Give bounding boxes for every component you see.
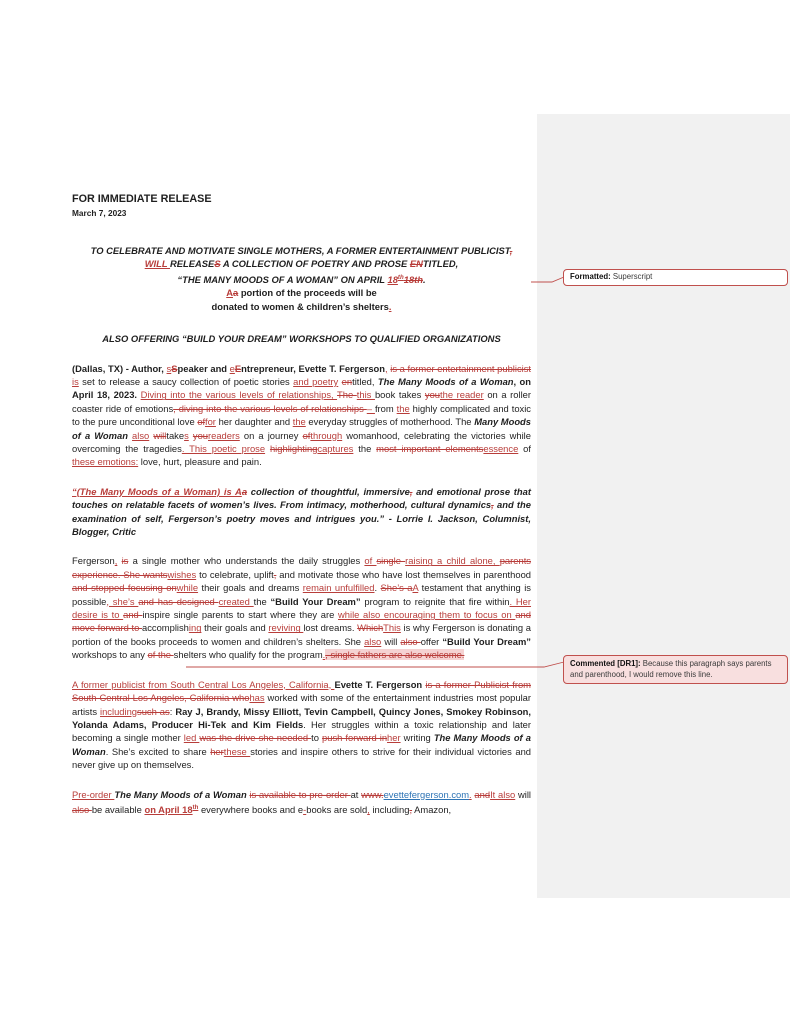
text-segment: of	[364, 555, 377, 567]
text-segment: program to reignite that fire within	[360, 595, 510, 607]
text-segment: ,	[409, 485, 413, 497]
text-segment: FOR IMMEDIATE RELEASE	[72, 193, 212, 205]
text-segment: a single mother who understands the daily struggles	[128, 555, 365, 567]
text-segment: is	[121, 555, 129, 567]
text-segment: set to release a saucy collection of poetic stories	[78, 375, 294, 387]
text-segment: push forward in	[322, 732, 388, 744]
text-segment: “THE MANY MOODS OF A WOMAN” ON APRIL	[177, 273, 388, 285]
text-segment: Amazon,	[412, 804, 452, 816]
text-segment: -	[303, 804, 307, 816]
text-segment: ,	[385, 362, 388, 374]
text-segment: is	[72, 375, 79, 387]
paragraph-4	[72, 788, 531, 817]
text-segment: The Many Moods of a Woman	[72, 732, 531, 757]
formatted-label: Formatted:	[570, 272, 611, 281]
text-segment: s	[184, 429, 189, 441]
text-segment: this	[356, 389, 375, 401]
text-segment: A former publicist from South Central Los Angeles, California,	[72, 678, 335, 690]
text-segment: stories and inspire others to strive for their individual victories and never give up on themselves.	[72, 745, 531, 771]
paragraph-3	[72, 678, 531, 772]
text-segment: and poetry	[293, 375, 339, 387]
text-segment: Evette T. Fergerson	[334, 678, 426, 690]
comment-label: Commented [DR1]:	[570, 659, 641, 668]
document-content	[72, 192, 531, 816]
text-segment: essence	[483, 443, 519, 454]
text-segment: take	[166, 429, 185, 441]
text-segment: .	[388, 300, 392, 312]
text-segment: is a former Publicist from South Central Los Angeles, California who	[72, 678, 531, 704]
text-segment: will	[381, 635, 401, 647]
text-segment: The Many Moods of a Woman	[114, 788, 250, 800]
text-segment: S	[171, 362, 178, 374]
text-segment: the reader	[440, 389, 484, 401]
text-segment: WILL	[144, 258, 171, 270]
text-segment: TO CELEBRATE AND MOTIVATE SINGLE MOTHERS, A FORMER ENTERTAINMENT PUBLICIST	[90, 245, 510, 256]
text-segment: including	[100, 705, 138, 717]
text-segment: was the drive she needed	[199, 732, 312, 744]
text-segment: has	[249, 692, 265, 704]
text-segment: through	[310, 429, 343, 441]
hyperlink[interactable]: evettefergerson.com	[383, 788, 470, 800]
text-segment: raising a child alone,	[405, 555, 500, 567]
text-segment: She’s a	[380, 582, 413, 594]
text-segment: th	[192, 803, 199, 811]
text-segment: her daughter and	[215, 416, 293, 428]
text-segment: also	[400, 635, 421, 647]
text-segment: . This poetic prose	[181, 443, 266, 454]
text-segment: wishes	[167, 568, 197, 580]
text-segment: th	[397, 273, 404, 281]
text-segment: reviving	[268, 622, 304, 634]
text-segment: –	[366, 402, 375, 414]
text-segment: “(The Many Moods of a Woman) is A	[72, 485, 242, 497]
text-segment: testament that anything is possible	[72, 582, 531, 607]
text-segment: for	[204, 416, 216, 428]
text-segment: accomplish	[142, 622, 189, 634]
text-segment: will	[153, 429, 167, 441]
text-segment: a	[241, 485, 248, 497]
text-segment: these	[223, 745, 251, 757]
formatted-change-box[interactable]	[563, 269, 788, 286]
text-segment: everyday struggles of motherhood. The	[305, 416, 475, 428]
text-segment: and move forward to	[72, 609, 531, 634]
headline-line-5	[72, 300, 531, 313]
text-segment: ,	[273, 568, 277, 580]
text-segment: workshops to any	[72, 649, 148, 661]
text-segment: and the examination of self, Fergerson’s poetry moves and intrigues you.” - Lorrie I. Jackson, Columnist, Blogger, Critic	[72, 499, 531, 538]
text-segment: her	[210, 745, 224, 757]
text-segment: womanhood, celebrating the victories while overcoming the tragedies	[72, 429, 531, 454]
text-segment: and	[474, 788, 491, 800]
text-segment: most important elements	[376, 443, 484, 454]
text-segment: donated to women & children’s shelters	[211, 300, 389, 312]
text-segment: . Her desire is to	[72, 595, 532, 621]
text-segment: on a roller coaster ride of emotions	[72, 389, 531, 414]
text-segment: “Build Your Dream”	[442, 635, 531, 647]
text-segment: ,	[509, 245, 513, 256]
text-segment: Fergerson	[72, 555, 115, 567]
text-segment: love, hurt, pleasure and pain.	[138, 456, 262, 468]
headline-line-1	[72, 244, 531, 257]
text-segment: single	[376, 555, 406, 567]
text-segment: E	[234, 362, 242, 374]
text-segment: .	[469, 788, 472, 800]
text-segment: be available	[91, 804, 145, 816]
text-segment: A COLLECTION OF POETRY AND PROSE	[220, 258, 410, 270]
text-segment: March 7, 2023	[72, 208, 127, 218]
text-segment: , diving into the various levels of relationships	[173, 402, 367, 414]
text-segment: inspire single parents to start where they are	[142, 609, 339, 621]
text-segment: book takes	[374, 389, 425, 401]
text-segment: . Her struggles within a toxic relationship and later becoming a single mother	[72, 718, 532, 744]
text-segment: e	[229, 362, 235, 374]
text-segment: www.	[361, 788, 384, 800]
text-segment: S	[214, 258, 221, 270]
text-segment: The Many Moods of a Woman	[377, 375, 514, 387]
text-segment: .	[374, 582, 381, 594]
text-segment: these emotions:	[72, 456, 139, 468]
text-segment: . She’s excited to share	[105, 745, 211, 757]
text-segment: the	[396, 402, 410, 414]
text-segment: also	[364, 635, 382, 647]
text-segment: ,	[367, 804, 370, 816]
text-segment: of the	[147, 649, 174, 661]
text-segment: of	[197, 416, 205, 428]
text-segment: Pre-order	[72, 788, 115, 800]
quote-paragraph	[72, 485, 531, 539]
paragraph-2	[72, 554, 531, 661]
text-segment: the	[292, 416, 306, 428]
text-segment: ,	[491, 499, 494, 511]
text-segment: to celebrate, uplift	[196, 568, 274, 580]
text-segment: the	[353, 443, 377, 454]
text-segment: parents experience. She wants	[72, 555, 531, 580]
text-segment: led	[183, 732, 200, 744]
text-segment: TITLED,	[422, 258, 459, 270]
text-segment: readers	[208, 429, 240, 441]
text-segment: you	[192, 429, 208, 441]
text-segment: , on April 18, 2023.	[72, 375, 531, 401]
text-segment: , single fathers are also welcome.	[325, 649, 465, 661]
text-segment: a	[233, 287, 239, 299]
text-segment: is available to pre-order	[249, 788, 351, 800]
text-segment: captures	[317, 443, 354, 454]
text-segment: while	[176, 582, 199, 594]
text-segment: “Build Your Dream”	[270, 595, 361, 607]
text-segment: and stopped focusing on	[72, 582, 177, 594]
text-segment: also	[132, 429, 150, 441]
markup-area	[537, 114, 790, 898]
text-segment: their goals and dreams	[198, 582, 303, 594]
text-segment: peaker and	[177, 362, 230, 374]
text-segment: including	[369, 804, 410, 816]
text-segment: also	[72, 804, 92, 816]
text-segment: The	[337, 389, 357, 401]
text-segment: of	[302, 429, 311, 441]
text-segment: Many Moods of a Woman	[72, 416, 532, 441]
text-segment: A	[412, 582, 419, 594]
text-segment: and	[123, 609, 143, 621]
text-segment: her	[387, 732, 401, 744]
text-segment: Which	[357, 622, 384, 634]
headline-line-3	[72, 271, 531, 287]
text-segment: Ray J, Brandy, Missy Elliott, Tevin Campbell, Quincy Jones, Smokey Robinson, Yolanda Adams, Producer Hi-Tek and Kim Fields	[72, 705, 532, 730]
text-segment: , she’s	[106, 595, 139, 607]
text-segment: writing	[400, 732, 434, 744]
text-segment: 18	[387, 273, 398, 285]
headline-line-2	[72, 257, 531, 270]
text-segment: collection of thoughtful, immersive	[247, 485, 410, 497]
text-segment: ,	[409, 804, 413, 816]
text-segment: you	[424, 389, 441, 401]
text-segment: everywhere books and e	[198, 804, 304, 816]
text-segment: .	[422, 273, 426, 285]
headline-line-4	[72, 286, 531, 299]
text-segment: and emotional prose that touches on relatable facets of women’s lives. From intimacy, motherhood, cultural dynamics	[72, 485, 531, 511]
text-segment: ALSO OFFERING “BUILD YOUR DREAM” WORKSHOPS TO QUALIFIED ORGANIZATIONS	[102, 333, 501, 345]
text-segment: such as	[137, 705, 170, 717]
text-segment: and has designed	[138, 595, 219, 607]
text-segment: offer	[420, 635, 443, 647]
text-segment: 18th	[403, 273, 423, 285]
text-segment: highly complicated and toxic to the pure unconditional love	[72, 402, 531, 428]
text-segment: :	[169, 705, 176, 717]
comment-box-dr1[interactable]	[563, 655, 788, 684]
text-segment: their goals and	[201, 622, 269, 634]
text-segment: is a former entertainment publicist	[390, 362, 532, 374]
text-segment: while also encouraging them to focus on	[338, 609, 516, 621]
text-segment: will	[515, 788, 532, 800]
subheadline	[72, 332, 531, 345]
text-segment: created	[218, 595, 254, 607]
text-segment: Diving into the various levels of relationships,	[140, 389, 338, 401]
paragraph-1	[72, 362, 531, 469]
comment-text: Because this paragraph says parents and parenthood, I would remove this line.	[570, 659, 772, 679]
text-segment: It also	[490, 788, 516, 800]
text-segment: shelters who qualify for the program	[173, 649, 323, 661]
text-segment: ing	[188, 622, 202, 634]
text-segment: EN	[409, 258, 423, 270]
text-segment: on April 18	[144, 804, 193, 816]
text-segment: the	[253, 595, 271, 607]
formatted-value: Superscript	[610, 272, 653, 281]
text-segment: to	[311, 732, 323, 744]
text-segment: titled,	[352, 375, 378, 387]
text-segment: ntrepreneur, Evette T. Fergerson	[241, 362, 385, 374]
text-segment: remain unfulfilled	[302, 582, 375, 594]
release-title	[72, 192, 531, 206]
text-segment: from	[374, 402, 397, 414]
text-segment: s	[166, 362, 172, 374]
text-segment: ,	[114, 555, 118, 567]
release-date	[72, 208, 531, 219]
text-segment: of	[518, 443, 531, 454]
text-segment: at	[350, 788, 362, 800]
text-segment: and motivate those who have lost themselves in parenthood	[276, 568, 531, 580]
text-segment: is why Fergerson is donating a portion of the books proceeds to women and children’s shelters. She	[72, 622, 531, 647]
text-segment: RELEASE	[170, 258, 215, 270]
text-segment: books are sold	[306, 804, 368, 816]
text-segment: en	[341, 375, 353, 387]
text-segment: highlighting	[269, 443, 318, 454]
text-segment: on a journey	[239, 429, 303, 441]
text-segment: This	[383, 622, 401, 634]
text-segment: portion of the proceeds will be	[238, 287, 377, 299]
text-segment: (Dallas, TX) - Author,	[72, 362, 167, 374]
text-segment: worked with some of the entertainment industries most popular artists	[72, 692, 532, 717]
text-segment: A	[226, 287, 233, 299]
text-segment: lost dreams.	[303, 622, 358, 634]
text-segment: .	[322, 649, 326, 661]
